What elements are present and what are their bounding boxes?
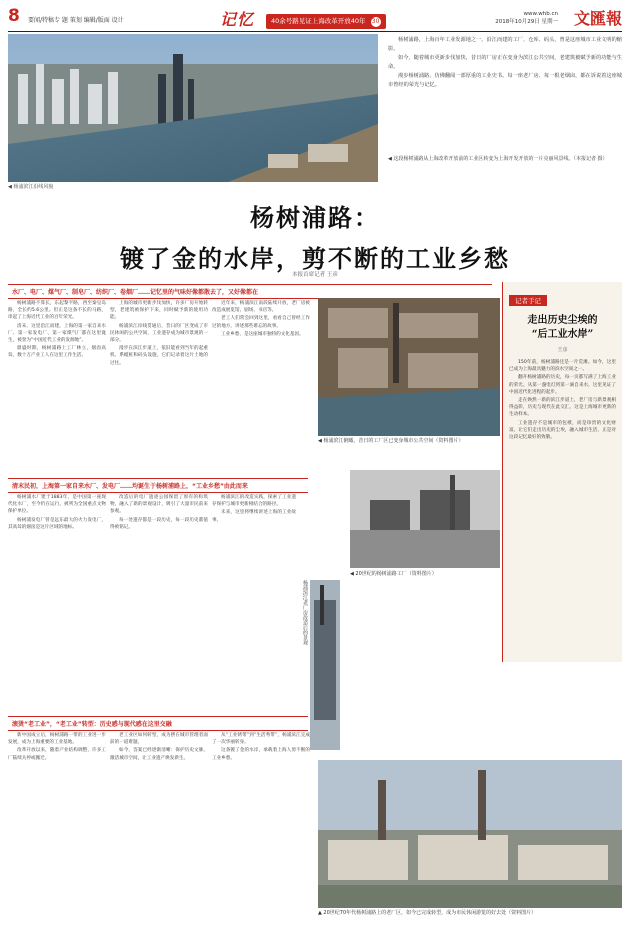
hero-caption: ◀ 杨浦滨江沿线风貌	[8, 184, 54, 190]
date-line: www.whb.cn 2018年10月29日 星期一	[495, 11, 558, 25]
factory-photo	[318, 760, 622, 908]
body-column-2: 上海的城市更新步伐加快，许多厂房开始转型，老建筑被保护下来，同时赋予新的使用功能。 杨浦滨江岸线贯通后，昔日的厂区变成了市民休闲的公共空间，工业遗存成为城市景观的一部分。 漫步在滨江步道上，依旧能看到当年的起重机、系缆桩和码头设施，它们记录着这片土地的过往。	[110, 301, 208, 366]
headline-line-1: 杨树浦路：	[250, 203, 380, 232]
series-number: 30	[371, 18, 380, 25]
sidebar-author: 王彦	[557, 347, 568, 353]
commentary-sidebar	[502, 282, 622, 662]
body-column-7: 新中国成立后，杨树浦路一带的工业进一步发展，成为上海重要的工业基地。 改革开放以来，随着产业结构调整，许多工厂陆续关停或搬迁。	[8, 733, 106, 761]
intro-paragraph: 杨树浦路，上海百年工业发源地之一。沿江而建的工厂、仓库、码头，曾是这座城市工业文明的缩影。	[388, 37, 622, 52]
subhead-1: 清末民初，上海第一家自来水厂、发电厂……均诞生于杨树浦路上，“工业乡愁”由此而来	[8, 478, 308, 493]
archive-caption: ◀ 20世纪的杨树浦路工厂（资料图片）	[350, 571, 437, 577]
byline: 本报首席记者 王彦	[292, 272, 338, 278]
portrait-caption: 杨浦滨江老厂房改造后的景观	[302, 580, 308, 645]
sidebar-tag: 记者手记	[509, 295, 547, 306]
archive-photo	[350, 470, 500, 568]
intro-paragraph: 如今，随着城市更新步伐加快，昔日的厂房正在变身为滨江公共空间，老建筑被赋予新的功能与生命。	[388, 55, 622, 70]
intro-paragraph: 漫步杨树浦路，仿佛翻阅一部厚重的工业史书。每一座老厂房、每一根老烟囱，都在诉说着这座城市曾经的荣光与记忆。	[388, 73, 622, 88]
body-column-8: 老工业区如何转型，成为摆在城市管理者面前的一道难题。 如今，答案已经逐渐清晰：保护历史文脉，激活城市空间，让工业遗产焕发新生。	[110, 733, 208, 761]
factory-caption: ▲ 20世纪70年代杨树浦路上的老厂区，如今已完成转型，成为市民休闲游览的好去处（资料图片）	[318, 910, 537, 916]
headline-line-2: 镀了金的水岸，剪不断的工业乡愁	[120, 244, 510, 273]
headline	[0, 198, 630, 274]
body-column-5: 改造后的电厂遗迹公园保留了原有的构筑物，融入了新的景观设计，吸引了大量市民前来参观。 每一处遗存都是一段历史，每一段历史都值得被铭记。	[110, 495, 208, 530]
deck: 水厂、电厂、煤气厂、制皂厂、纺织厂、卷烟厂……记忆里的气味好像都散去了，又好像都在	[8, 284, 492, 299]
series-banner: 40余号路见证上海改革开放40年 30	[266, 14, 386, 29]
intro-text	[388, 36, 622, 90]
aerial-photo	[318, 298, 500, 436]
portrait-photo	[310, 580, 340, 750]
body-column-6: 杨浦滨江的改造实践，探索了工业遗存保护与城市更新相结合的路径。 未来，这里将继续讲述上海的工业故事。	[212, 495, 296, 523]
aerial-caption: ◀ 杨浦滨江俯瞰，昔日的工厂区已变身城市公共空间（资料图片）	[318, 438, 464, 444]
page-header	[8, 6, 622, 32]
body-column-4: 杨树浦水厂建于1883年，是中国第一座现代化水厂，至今仍在运行，被列为全国重点文物保护单位。 杨树浦发电厂曾是远东最大的火力发电厂，其高耸的烟囱是这片区域的地标。	[8, 495, 106, 530]
section-label: 要闻/特稿专 题 策划 编辑/版面 设计	[28, 17, 124, 24]
hero-photo	[8, 34, 378, 182]
sidebar-title: 走出历史尘埃的 “后工业水岸”	[527, 315, 598, 340]
intro-photo-caption: ◀ 这段杨树浦路从上海改革开放前的工业区转变为上海开发开放的一片亮丽风景线。（本报记者 摄）	[388, 156, 608, 162]
page-number: 8	[8, 6, 20, 26]
body-column-3: 近年来，杨浦滨江南段陆续开放，老厂房被改造成展览馆、剧场、书店等。 老工人们常会回到这里，看看自己曾经工作过的地方，讲述那些难忘的故事。 工业乡愁，是这座城市独特的文化基因。	[212, 301, 310, 337]
body-column-9: 从“工业锈带”到“生活秀带”，杨浦滨江完成了一次华丽转身。 这条镀了金的水岸，承载着上海人剪不断的工业乡愁。	[212, 733, 310, 761]
subhead-2: 滚烫“老工业”，“老工业”转型：历史感与现代感在这里交融	[8, 716, 308, 731]
body-column-1: 杨树浦路不算长，东起黎平路，西至秦皇岛路，全长约5.6公里。但正是这条不长的马路，串起了上海近代工业的百年荣光。 清末，这里沿江而建，上海的第一家自来水厂、第一家发电厂、第一家煤气厂都在这里诞生，被誉为“中国近代工业的发源地”。 鼎盛时期，杨树浦路上工厂林立，烟囱高耸，数十万产业工人在这里工作生活。	[8, 301, 106, 359]
sidebar-text: 150年前，杨树浦路还是一片荒滩。如今，这里已成为上海最具魅力的滨水空间之一。 翻开杨树浦路的历史，每一页都写满了上海工业的荣光。从第一盏电灯到第一滴自来水，这里见证了中国近代化进程的起步。 走在焕然一新的滨江步道上，老厂房与新景观相得益彰，历史与现代在此交汇。这是上海城市更新的生动样本。 工业遗存不是城市的包袱，而是珍贵的文化财富。让它们走出历史的尘埃，融入城市生活，正是对这段记忆最好的致敬。	[509, 360, 616, 441]
series-logo: 记忆	[220, 10, 255, 29]
masthead: 文匯報	[573, 9, 622, 28]
